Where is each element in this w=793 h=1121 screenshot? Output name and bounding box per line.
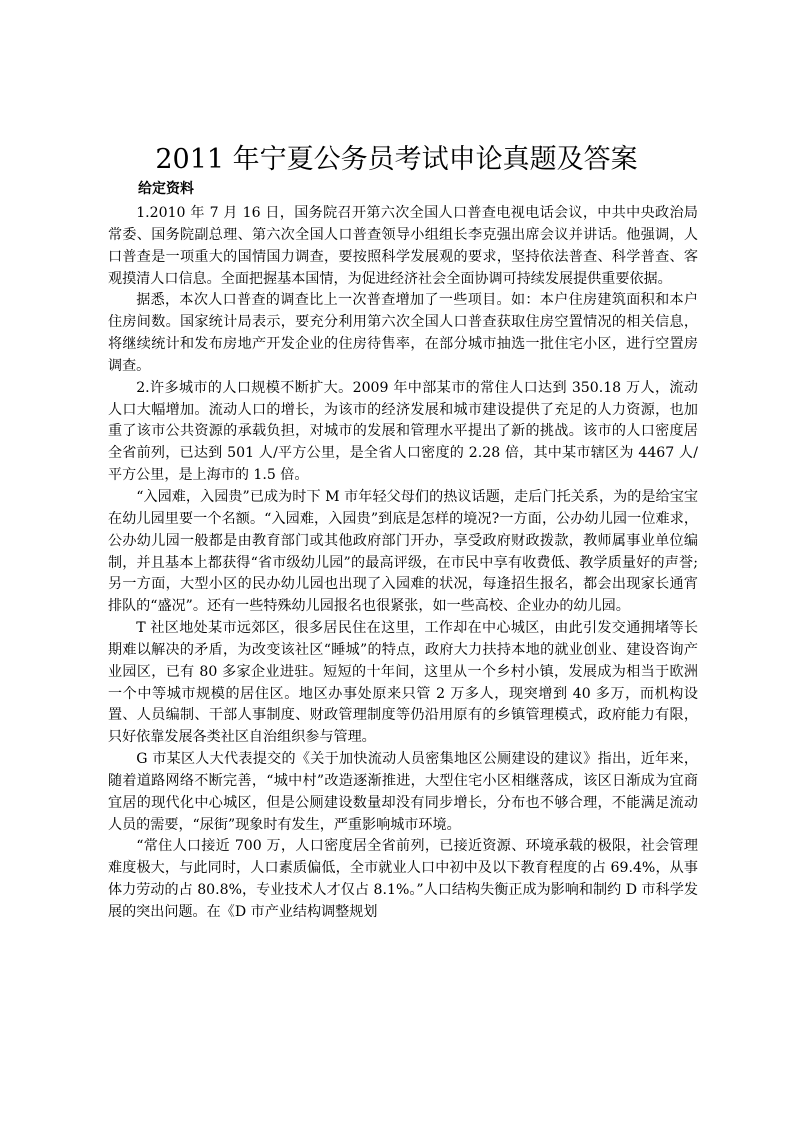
- paragraph-3: 2.许多城市的人口规模不断扩大。2009 年中部某市的常住人口达到 350.18 万人，流动人口大幅增加。流动人口的增长，为该市的经济发展和城市建设提供了充足的人力资源，也加重了该市公共资源的承载负担，对城市的发展和管理水平提出了新的挑战。该市的人口密度居全省前列，已达到 501 人/平方公里，是全省人口密度的 2.28 倍，其中某市辖区为 4467 人/平方公里，是上海市的 1.5 倍。: [108, 379, 698, 484]
- document-body: [108, 203, 698, 924]
- paragraph-7: “常住人口接近 700 万，人口密度居全省前列，已接近资源、环境承载的极限，社会管理难度极大，与此同时，人口素质偏低，全市就业人口中初中及以下教育程度的占 69.4%，从事体力劳动的占 80.8%，专业技术人才仅占 8.1%。”人口结构失衡正成为影响和制约 D 市科学发展的突出问题。在《D 市产业结构调整规划: [108, 838, 698, 920]
- paragraph-2: 据悉，本次人口普查的调查比上一次普查增加了一些项目。如：本户住房建筑面积和本户住房间数。国家统计局表示，要充分利用第六次全国人口普查获取住房空置情况的相关信息，将继续统计和发布房地产开发企业的住房待售率，在部分城市抽选一批住宅小区，进行空置房调查。: [108, 292, 698, 374]
- paragraph-1: 1.2010 年 7 月 16 日，国务院召开第六次全国人口普查电视电话会议，中共中央政治局常委、国务院副总理、第六次全国人口普查领导小组组长李克强出席会议并讲话。他强调，人口普查是一项重大的国情国力调查，要按照科学发展观的要求，坚持依法普查、科学普查、客观摸清人口信息。全面把握基本国情，为促进经济社会全面协调可持续发展提供重要依据。: [108, 205, 698, 287]
- section-heading: 给定资料: [138, 181, 194, 197]
- document-title: 2011 年宁夏公务员考试申论真题及答案: [155, 144, 638, 175]
- paragraph-5: T 社区地处某市远郊区，很多居民住在这里，工作却在中心城区，由此引发交通拥堵等长期难以解决的矛盾，为改变该社区“睡城”的特点，政府大力扶持本地的就业创业、建设咨询产业园区，已有 80 多家企业进驻。短短的十年间，这里从一个乡村小镇，发展成为相当于欧洲一个中等城市规模的居住区。地区办事处原来只管 2 万多人，现突增到 40 多万，而机构设置、人员编制、干部人事制度、财政管理制度等仍沿用原有的乡镇管理模式，政府能力有限，只好依靠发展各类社区自治组织参与管理。: [108, 620, 698, 746]
- paragraph-4: “入园难，入园贵”已成为时下 M 市年轻父母们的热议话题，走后门托关系，为的是给宝宝在幼儿园里要一个名额。“入园难，入园贵”到底是怎样的境况?一方面，公办幼儿园一位难求，公办幼儿园一般都是由教育部门或其他政府部门开办，享受政府财政拨款，教师属事业单位编制，并且基本上都获得“省市级幼儿园”的最高评级，在市民中享有收费低、教学质量好的声誉;另一方面，大型小区的民办幼儿园也出现了入园难的状况，每逢招生报名，都会出现家长通宵排队的“盛况”。还有一些特殊幼儿园报名也很紧张，如一些高校、企业办的幼儿园。: [108, 488, 698, 615]
- paragraph-6: G 市某区人大代表提交的《关于加快流动人员密集地区公厕建设的建议》指出，近年来，随着道路网络不断完善，“城中村”改造逐渐推进，大型住宅小区相继落成，该区日渐成为宜商宜居的现代化中心城区，但是公厕建设数量却没有同步增长，分布也不够合理，不能满足流动人员的需要，“尿街”现象时有发生，严重影响城市环境。: [108, 751, 698, 833]
